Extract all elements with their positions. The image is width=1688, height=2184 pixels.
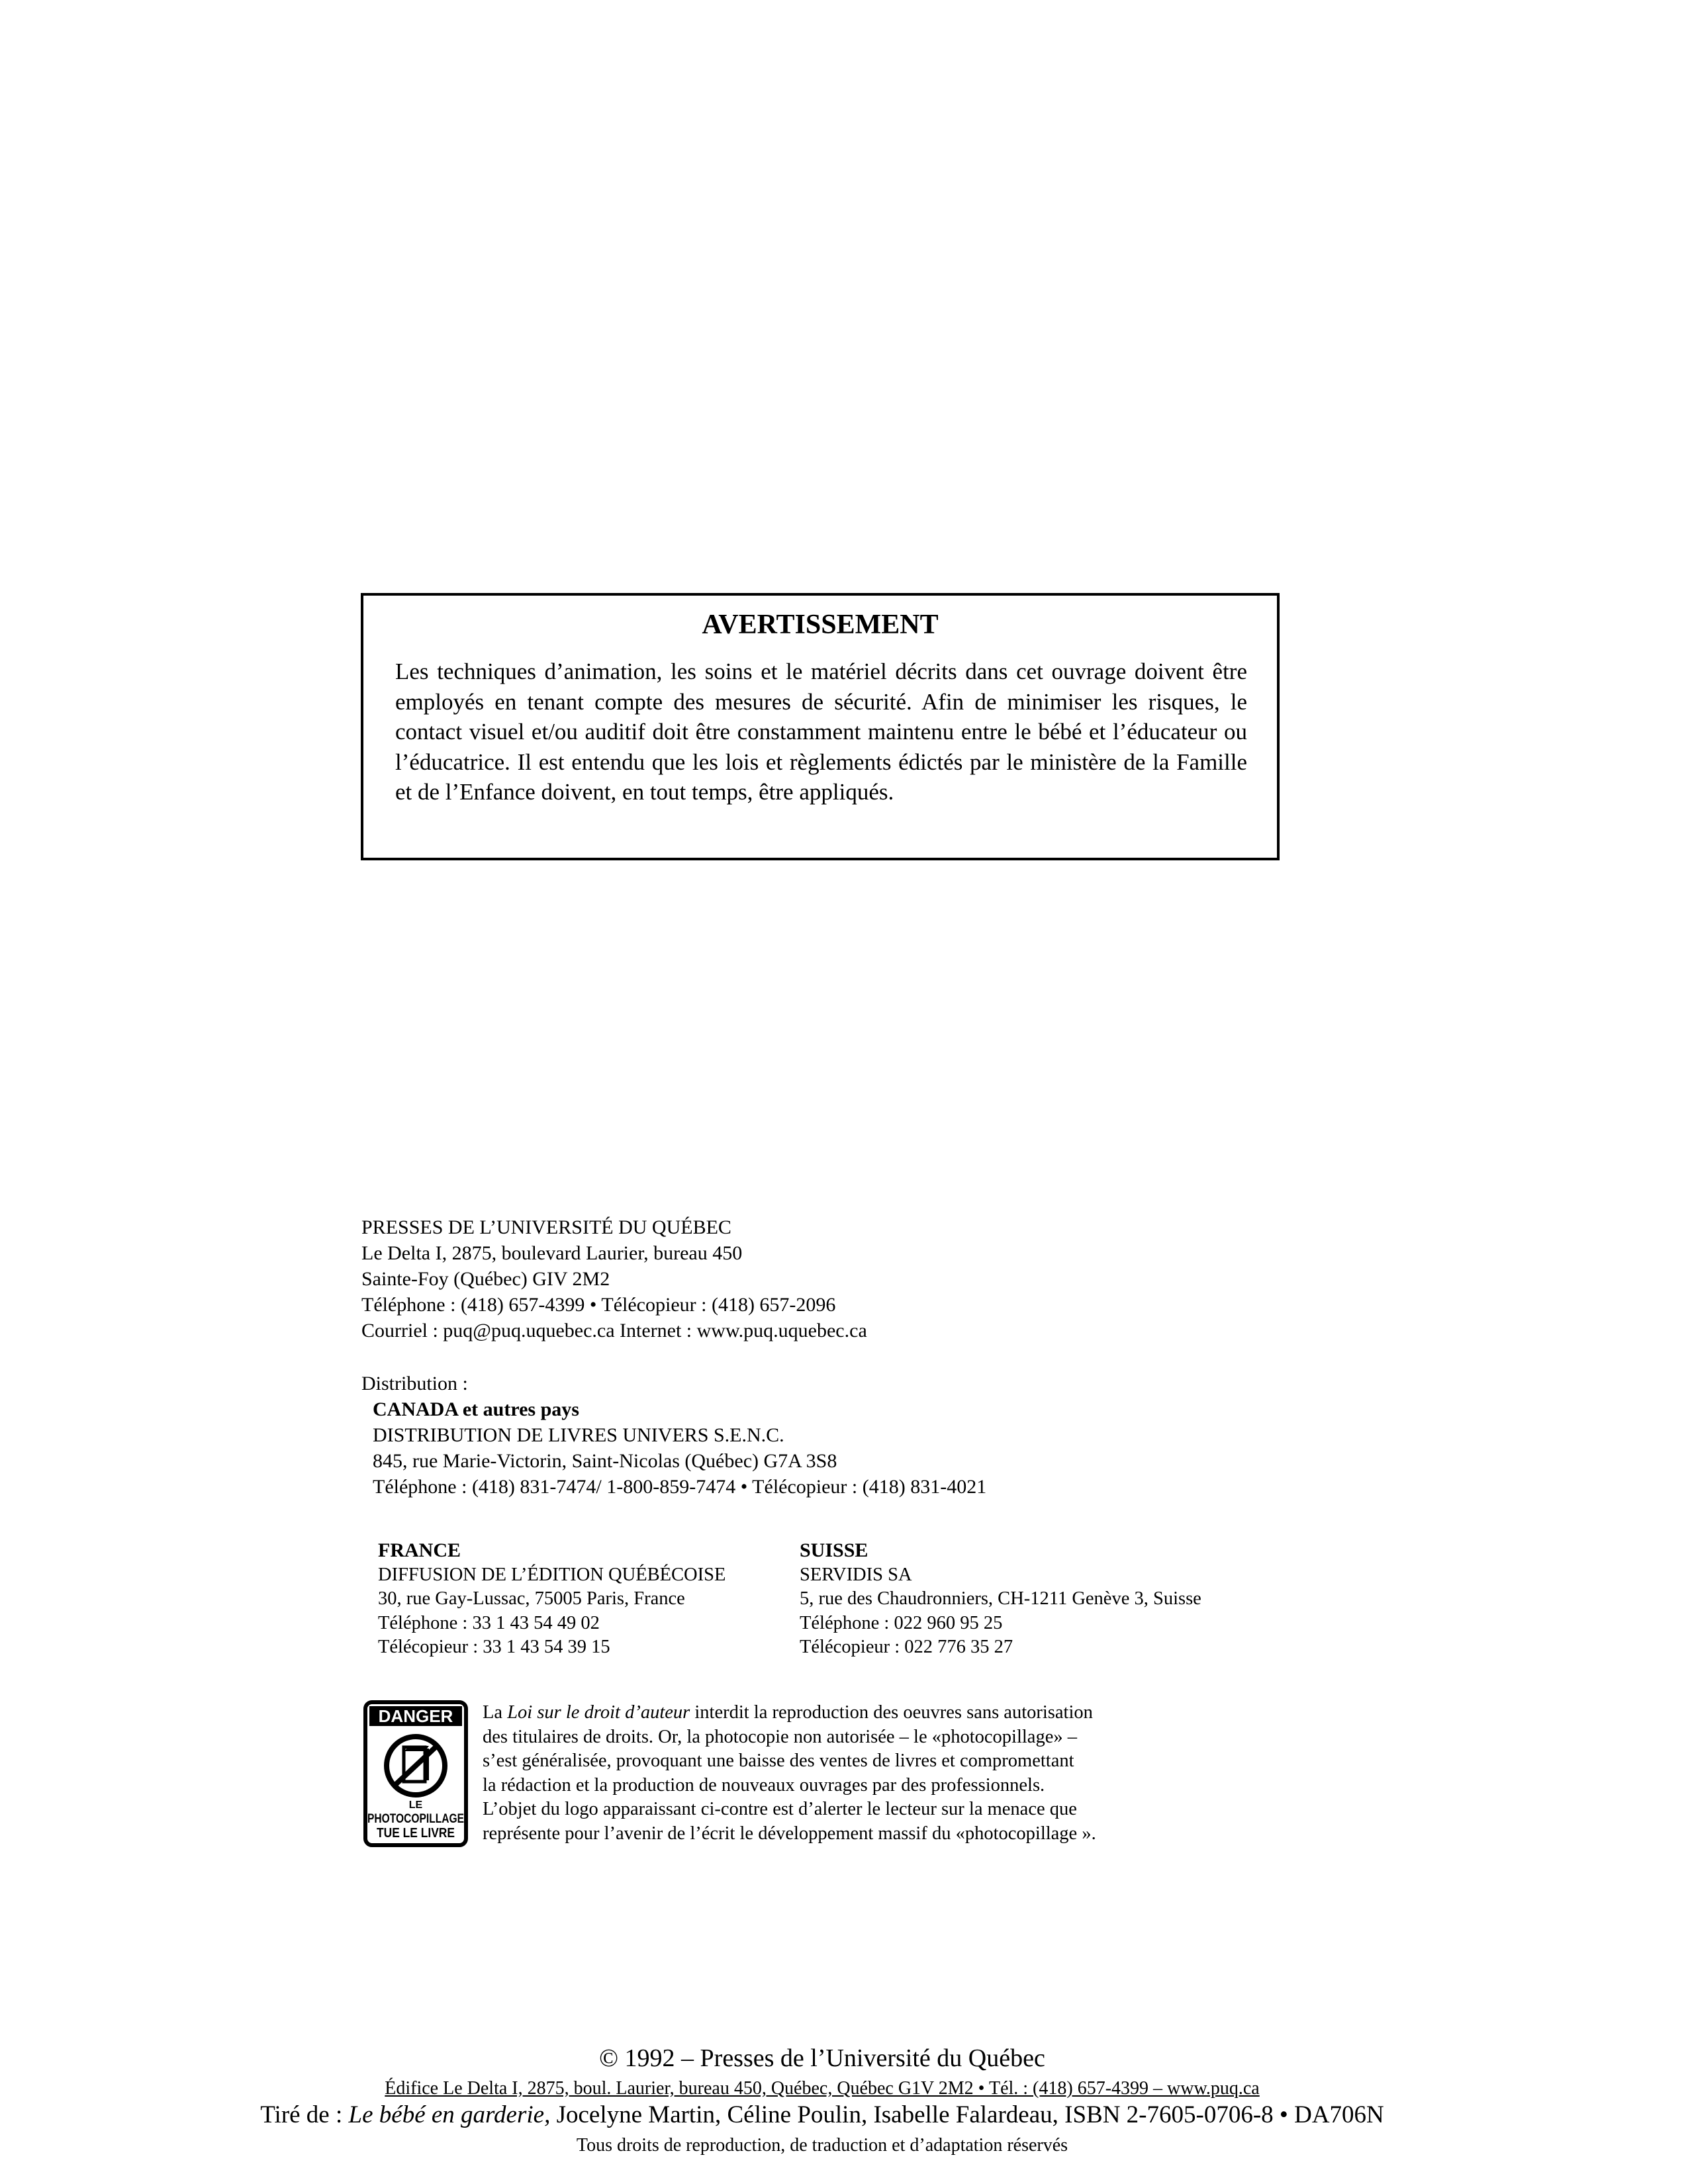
notice-line-2: des titulaires de droits. Or, la photocopie non autorisée – le «photocopillage» – xyxy=(483,1726,1077,1747)
publisher-block xyxy=(361,1214,867,1343)
suisse-heading: SUISSE xyxy=(800,1539,868,1561)
logo-mid-text: LE xyxy=(408,1799,423,1811)
distribution-label: Distribution : xyxy=(361,1373,468,1394)
suisse-name: SERVIDIS SA xyxy=(800,1564,912,1585)
footer-address: Édifice Le Delta I, 2875, boul. Laurier, bureau 450, Québec, Québec G1V 2M2 • Tél. : (418) 657-4399 – www.puq.ca xyxy=(385,2078,1260,2099)
canada-name: DISTRIBUTION DE LIVRES UNIVERS S.E.N.C. xyxy=(373,1424,784,1446)
publisher-name: PRESSES DE L’UNIVERSITÉ DU QUÉBEC xyxy=(361,1216,731,1238)
publisher-address-1: Le Delta I, 2875, boulevard Laurier, bureau 450 xyxy=(361,1242,743,1264)
distribution-france xyxy=(378,1539,726,1660)
notice-line-1: La Loi sur le droit d’auteur interdit la reproduction des oeuvres sans autorisation xyxy=(483,1702,1093,1723)
law-title: Loi sur le droit d’auteur xyxy=(507,1702,690,1723)
notice-line-4: la rédaction et la production de nouveaux ouvrages par des professionnels. xyxy=(483,1774,1045,1796)
notice-line-3: s’est généralisée, provoquant une baisse des ventes de livres et compromettant xyxy=(483,1751,1074,1772)
book-title: Le bébé en garderie, xyxy=(348,2101,551,2128)
notice-line-5: L’objet du logo apparaissant ci-contre est d’alerter le lecteur sur la menace que xyxy=(483,1799,1077,1820)
notice-line-6: représente pour l’avenir de l’écrit le développement massif du «photocopillage ». xyxy=(483,1823,1096,1844)
publisher-address-2: Sainte-Foy (Québec) GIV 2M2 xyxy=(361,1268,610,1290)
copyright-notice xyxy=(483,1701,1096,1846)
warning-title: AVERTISSEMENT xyxy=(702,610,939,640)
france-heading: FRANCE xyxy=(378,1539,461,1561)
france-name: DIFFUSION DE L’ÉDITION QUÉBÉCOISE xyxy=(378,1564,726,1585)
publisher-phone: Téléphone : (418) 657-4399 • Télécopieur : (418) 657-2096 xyxy=(361,1294,836,1316)
publisher-contact: Courriel : puq@puq.uquebec.ca Internet : www.puq.uquebec.ca xyxy=(361,1320,867,1342)
danger-photocopillage-logo xyxy=(363,1700,469,1848)
logo-bottom-text-1: PHOTOCOPILLAGE xyxy=(367,1812,464,1826)
france-phone: Téléphone : 33 1 43 54 49 02 xyxy=(378,1612,600,1633)
suisse-fax: Télécopieur : 022 776 35 27 xyxy=(800,1637,1013,1657)
france-fax: Télécopieur : 33 1 43 54 39 15 xyxy=(378,1637,610,1657)
logo-bottom-text-2: TUE LE LIVRE xyxy=(377,1826,455,1841)
canada-address: 845, rue Marie-Victorin, Saint-Nicolas (Québec) G7A 3S8 xyxy=(373,1450,837,1472)
canada-heading: CANADA et autres pays xyxy=(373,1398,579,1420)
logo-top-text: DANGER xyxy=(378,1706,453,1726)
distribution-suisse xyxy=(800,1539,1201,1660)
suisse-phone: Téléphone : 022 960 95 25 xyxy=(800,1612,1003,1633)
footer-copyright: © 1992 – Presses de l’Université du Québec xyxy=(599,2044,1045,2072)
footer-source: Tiré de : Le bébé en garderie, Jocelyne Martin, Céline Poulin, Isabelle Falardeau, ISBN 2-7605-0706-8 • DA706N xyxy=(260,2101,1384,2128)
distribution-canada xyxy=(373,1396,986,1500)
suisse-address: 5, rue des Chaudronniers, CH-1211 Genève 3, Suisse xyxy=(800,1588,1201,1609)
footer-rights: Tous droits de reproduction, de traduction et d’adaptation réservés xyxy=(576,2135,1068,2156)
canada-phone: Téléphone : (418) 831-7474/ 1-800-859-7474 • Télécopieur : (418) 831-4021 xyxy=(373,1476,987,1498)
warning-text: Les techniques d’animation, les soins et le matériel décrits dans cet ouvrage doivent être employés en tenant compte des mesures de sécurité. Afin de minimiser les risques, le contact visuel et/ou auditif doit être constamment maintenu entre le bébé et l’éducateur ou l’éducatrice. Il est entendu que les lois et règlements édictés par le ministère de la Famille et de l’Enfance doivent, en tout temps, être appliqués. xyxy=(395,659,1247,805)
france-address: 30, rue Gay-Lussac, 75005 Paris, France xyxy=(378,1588,685,1609)
